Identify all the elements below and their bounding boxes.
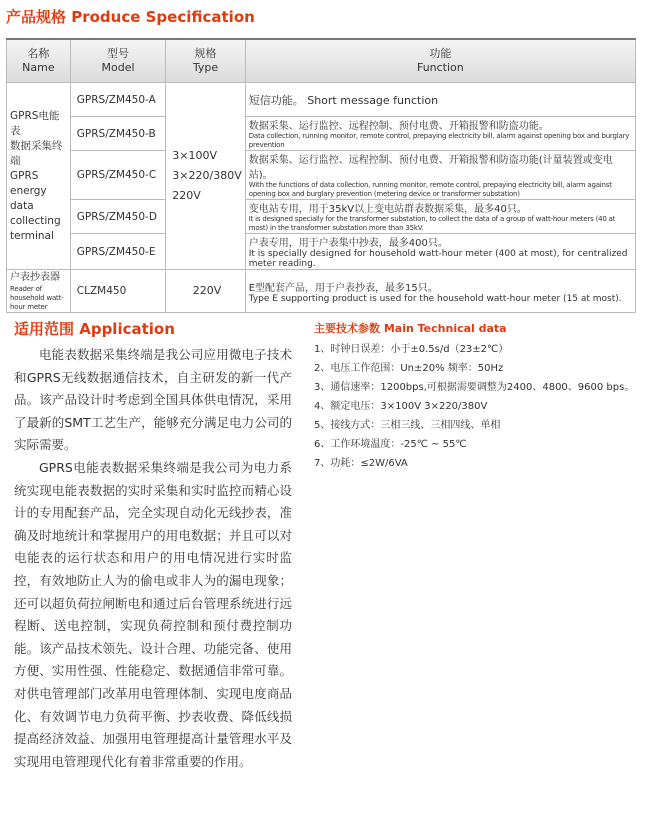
list-item: 4、额定电压：3×100V 3×220/380V [314,401,488,412]
function-en: With the functions of data collection, running monitor, remote control, prepaying electricity bill, alarm against opening box and burglary prevention (metering device or transformer substation) [248,181,612,198]
function-cell [245,234,635,270]
spec-cell [166,83,245,270]
gprs-name-line: terminal [10,229,54,242]
application-section-title: 适用范围 Application [14,320,175,338]
spec-section-title: 产品规格 Produce Specification [6,8,255,26]
function-zh: E型配套产品，用于户表抄表，最多15只。 [248,282,438,294]
model-cell: CLZM450 [70,270,166,313]
function-cell [245,200,635,234]
reader-name-cell [7,270,71,313]
function-zh: 短信功能。 Short message function [248,93,439,107]
header-model-en: Model [101,61,135,74]
spec-table [6,38,636,313]
function-en: Data collection, running monitor, remote control, prepaying electricity bill, alarm against opening box and burglary prevention [248,132,630,149]
table-row [7,200,636,234]
header-name-en: Name [22,61,55,74]
function-en: It is designed specially for the transformer substation, to collect the data of a group of watt-hour meters (40 at most) in the transformer substation more than 35kV. [248,215,616,232]
function-zh: 数据采集、运行监控、远程控制、预付电费、开箱报警和防盗功能(计量装置或变电站)。 [248,155,613,181]
header-type-zh: 规格 [194,47,217,60]
gprs-name-cell [7,83,71,270]
list-item: 3、通信速率：1200bps,可根据需要调整为2400、4800、9600 bps。 [314,382,635,393]
function-cell [245,117,635,151]
function-cell [245,270,635,313]
header-function [245,39,635,83]
gprs-name-line: GPRS energy [10,169,47,197]
list-item: 7、功耗：≤2W/6VA [314,458,408,469]
header-model [70,39,166,83]
spec-line: 3×100V [172,149,218,162]
reader-name-zh: 户表抄表器 [10,272,60,283]
model-cell: GPRS/ZM450-D [70,200,166,234]
gprs-name-line: GPRS电能表 [10,109,60,137]
header-function-zh: 功能 [429,47,452,60]
spec-cell: 220V [166,270,245,313]
list-item: 5、接线方式：三相三线、三相四线、单相 [314,420,501,431]
model-cell: GPRS/ZM450-E [70,234,166,270]
gprs-name-line: data collecting [10,199,61,227]
function-cell [245,151,635,200]
application-paragraph: GPRS电能表数据采集终端是我公司为电力系统实现电能表数据的实时采集和实时监控而精心设计的专用配套产品，完全实现自动化无线抄表，准确及时地统计和掌握用户的用电数据；并且可以对电能表的运行状态和用户的用电情况进行实时监控，有效地防止人为的偷电或非人为的漏电现象；还可以超负荷拉闸断电和通过后台管理系统进行远程断、送电控制，实现负荷控制和预付费控制功能。该产品技术领先、设计合理、功能完备、使用方便、实用性强、性能稳定、数据通信非常可靠。对供电管理部门改革用电管理体制、实现电度商品化、有效调节电力负荷平衡、抄表收费、降低线损提高经济效益、加强用电管理提高计量管理水平及实现用电管理现代化有着非常重要的作用。 [14,459,292,769]
table-row [7,234,636,270]
table-row [7,151,636,200]
table-row [7,117,636,151]
function-en: It is specially designed for household watt-hour meter (400 at most), for centralized meter reading. [248,249,628,269]
function-cell [245,83,635,117]
spec-line: 220V [172,189,201,202]
tech-data-list [314,340,644,473]
reader-name-en: Reader of household watt-hour meter [10,285,64,311]
list-item: 6、工作环境温度：-25℃ ~ 55℃ [314,439,467,450]
list-item: 1、时钟日误差：小于±0.5s/d（23±2℃） [314,344,509,355]
spec-line: 3×220/380V [172,169,242,182]
header-type [166,39,245,83]
header-function-en: Function [416,61,464,74]
application-paragraph: 电能表数据采集终端是我公司应用微电子技术和GPRS无线数据通信技术，自主研发的新一代产品。该产品设计时考虑到全国具体供电情况，采用了最新的SMT工艺生产，能够充分满足电力公司的实际需要。 [14,347,292,453]
model-cell: GPRS/ZM450-C [70,151,166,200]
gprs-name-line: 数据采集终端 [10,139,63,167]
function-zh: 户表专用，用于户表集中抄表，最多400只。 [248,238,448,249]
header-model-zh: 型号 [107,47,130,60]
table-row [7,83,636,117]
header-name [7,39,71,83]
function-en: Type E supporting product is used for the household watt-hour meter (15 at most). [248,293,622,304]
model-cell: GPRS/ZM450-A [70,83,166,117]
function-zh: 数据采集、运行监控、远程控制、预付电费、开箱报警和防盗功能。 [248,121,549,132]
table-row [7,270,636,313]
application-text [14,344,292,773]
header-type-en: Type [192,61,219,74]
table-header-row [7,39,636,83]
function-zh: 变电站专用，用于35kV以上变电站群表数据采集，最多40只。 [248,204,527,215]
model-cell: GPRS/ZM450-B [70,117,166,151]
header-name-zh: 名称 [27,47,50,60]
tech-data-section-title: 主要技术参数 Main Technical data [314,322,507,335]
list-item: 2、电压工作范围：Un±20% 频率：50Hz [314,363,504,374]
